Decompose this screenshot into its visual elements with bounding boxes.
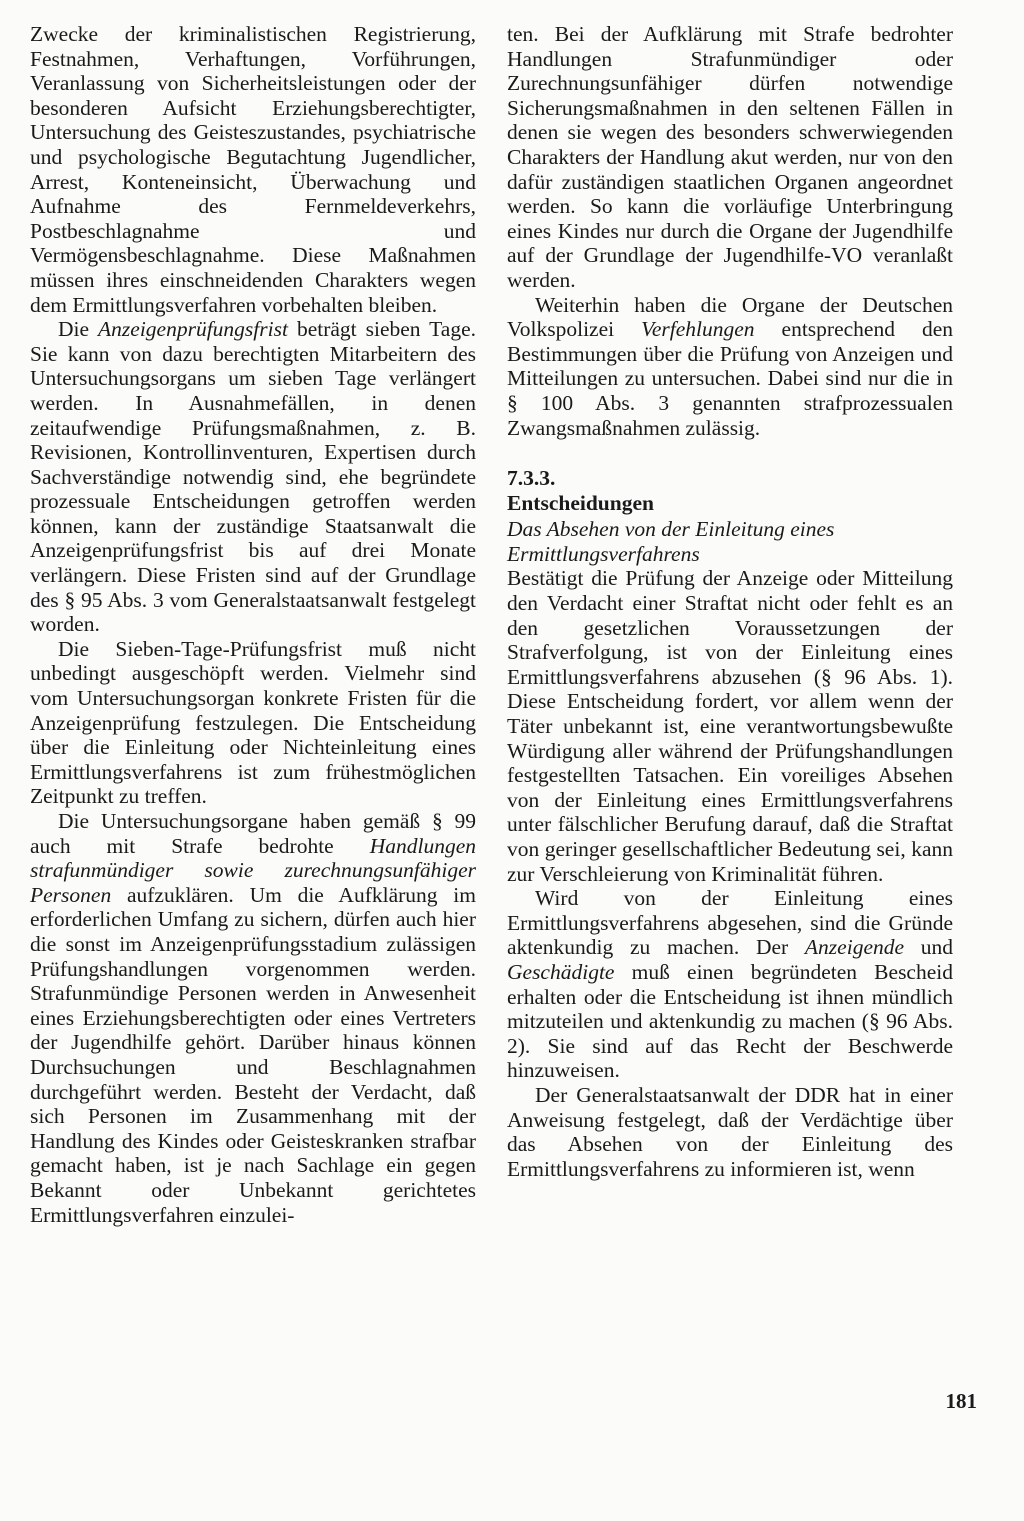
right-paragraph-3: Bestätigt die Prüfung der Anzeige oder Mitteilung den Verdacht einer Straftat nicht oder fehlt es an den gesetzlichen Voraussetzungen der Strafverfolgung, ist von der Einleitung eines Ermittlungsverfahrens abzusehen (§ 96 Abs. 1). Diese Entscheidung fordert, vor allem wenn der Täter unbekannt ist, eine verantwortungsbewußte Würdigung aller während der Prüfungshandlungen festgestellten Tatsachen. Ein voreiliges Absehen von der Einleitung eines Ermittlungsverfahrens unter fälschlicher Berufung darauf, daß die Straftat von geringer gesellschaftlicher Bedeutung sei, kann zur Verschleierung von Kriminalität führen. [507,566,953,886]
right-paragraph-5: Der Generalstaatsanwalt der DDR hat in einer Anweisung festgelegt, daß der Verdächtige über das Absehen von der Einleitung des Ermittlungsverfahrens zu informieren ist, wenn [507,1082,953,1181]
right-paragraph-4-emphasis-1: Anzeigende [804,935,905,960]
right-column [507,22,953,1181]
page-number: 181 [945,1389,977,1413]
right-paragraph-2 [507,293,953,441]
right-paragraph-4-text-b: muß einen begründeten Bescheid erhalten oder die Entscheidung ist ihnen mündlich mitzuteilen und aktenkundig zu machen (§ 96 Abs. 2). Sie sind auf das Recht der Beschwerde hinzuweisen. [507,959,953,1083]
left-paragraph-2-emphasis: Anzeigenprüfungsfrist [98,317,288,342]
left-paragraph-3: Die Sieben-Tage-Prüfungsfrist muß nicht unbedingt ausgeschöpft werden. Vielmehr sind vom Untersuchungsorgan konkrete Fristen für die Anzeigenprüfung festzulegen. Die Entscheidung über die Einleitung oder Nichteinleitung eines Ermittlungsverfahrens ist zum frühestmöglichen Zeitpunkt zu treffen. [30,636,476,809]
left-paragraph-2-text-a: Die [58,317,99,342]
right-paragraph-2-text-b: entsprechend den Bestimmungen über die Prüfung von Anzeigen und Mitteilungen zu untersuchen. Dabei sind nur die in § 100 Abs. 3 genannten strafprozessualen Zwangsmaßnahmen zulässig. [507,317,953,440]
right-paragraph-1: ten. Bei der Aufklärung mit Strafe bedrohter Handlungen Strafunmündiger oder Zurechnungsunfähiger dürfen notwendige Sicherungsmaßnahmen in den seltenen Fällen in denen sie wegen des besonders schwerwiegenden Charakters der Handlung akut werden, nur von den dafür zuständigen staatlichen Organen angeordnet werden. So kann die vorläufige Unterbringung eines Kindes nur durch die Organe der Jugendhilfe auf der Grundlage der Jugendhilfe-VO veranlaßt werden. [507,22,953,292]
section-heading [507,466,953,515]
right-paragraph-4-emphasis-2: Geschädigte [507,959,615,984]
section-number: 7.3.3. [507,466,556,491]
section-title: Entscheidungen [507,490,654,515]
subsection-heading: Das Absehen von der Einleitung eines Ermittlungsverfahrens [507,517,835,566]
left-column [30,22,476,1227]
left-paragraph-4-text-a: Die Untersuchungsorgane haben gemäß § 99 auch mit Strafe bedrohte [30,809,476,858]
right-paragraph-2-emphasis: Verfehlungen [641,317,755,342]
right-paragraph-2-text-a: Weiterhin haben die Organe der Deutschen Volkspolizei [507,292,953,342]
left-paragraph-4-text-b: aufzuklären. Um die Aufklärung im erforderlichen Umfang zu sichern, dürfen auch hier die sonst im Anzeigenprüfungsstadium zulässigen Prüfungshandlungen vorgenommen werden. Strafunmündige Personen werden in Anwesenheit eines Erziehungsberechtigten oder eines Vertreters der Jugendhilfe gehört. Darüber hinaus können Durchsuchungen und Beschlagnahmen durchgeführt werden. Besteht der Verdacht, daß sich Personen im Zusammenhang mit der Handlung des Kindes oder Geisteskranken strafbar gemacht haben, ist je nach Sachlage ein gegen Bekannt oder Unbekannt gerichtetes Ermittlungsverfahren einzulei- [30,882,476,1227]
right-paragraph-4 [507,886,953,1083]
right-paragraph-4-text-a: Wird von der Einleitung eines Ermittlungsverfahrens abgesehen, sind die Gründe aktenkundig zu machen. Der [507,886,953,960]
left-paragraph-4 [30,809,476,1227]
right-paragraph-4-text-mid: und [904,935,954,960]
left-paragraph-1: Zwecke der kriminalistischen Registrierung, Festnahmen, Verhaftungen, Vorführungen, Veranlassung von Sicherheitsleistungen oder der besonderen Aufsicht Erziehungsberechtigter, Untersuchung des Geisteszustandes, psychiatrische und psychologische Begutachtung Jugendlicher, Arrest, Konteneinsicht, Überwachung und Aufnahme des Fernmeldeverkehrs, Postbeschlagnahme und Vermögensbeschlagnahme. Diese Maßnahmen müssen ihres einschneidenden Charakters wegen dem Ermittlungsverfahren vorbehalten bleiben. [30,22,476,317]
left-paragraph-2 [30,317,476,637]
left-paragraph-4-emphasis: Handlungen strafunmündiger sowie zurechnungsunfähiger Personen [30,833,476,907]
book-page [30,22,976,1492]
left-paragraph-2-text-b: beträgt sieben Tage. Sie kann von dazu berechtigten Mitarbeitern des Untersuchungsorgans um sieben Tage verlängert werden. In Ausnahmefällen, in denen zeitaufwendige Prüfungsmaßnahmen, z. B. Revisionen, Kontrollinventuren, Expertisen durch Sachverständige notwendig sind, ehe begründete prozessuale Entscheidungen getroffen werden können, kann der zuständige Staatsanwalt die Anzeigenprüfungsfrist bis auf drei Monate verlängern. Diese Fristen sind auf der Grundlage des § 95 Abs. 3 vom Generalstaatsanwalt festgelegt worden. [30,317,476,637]
